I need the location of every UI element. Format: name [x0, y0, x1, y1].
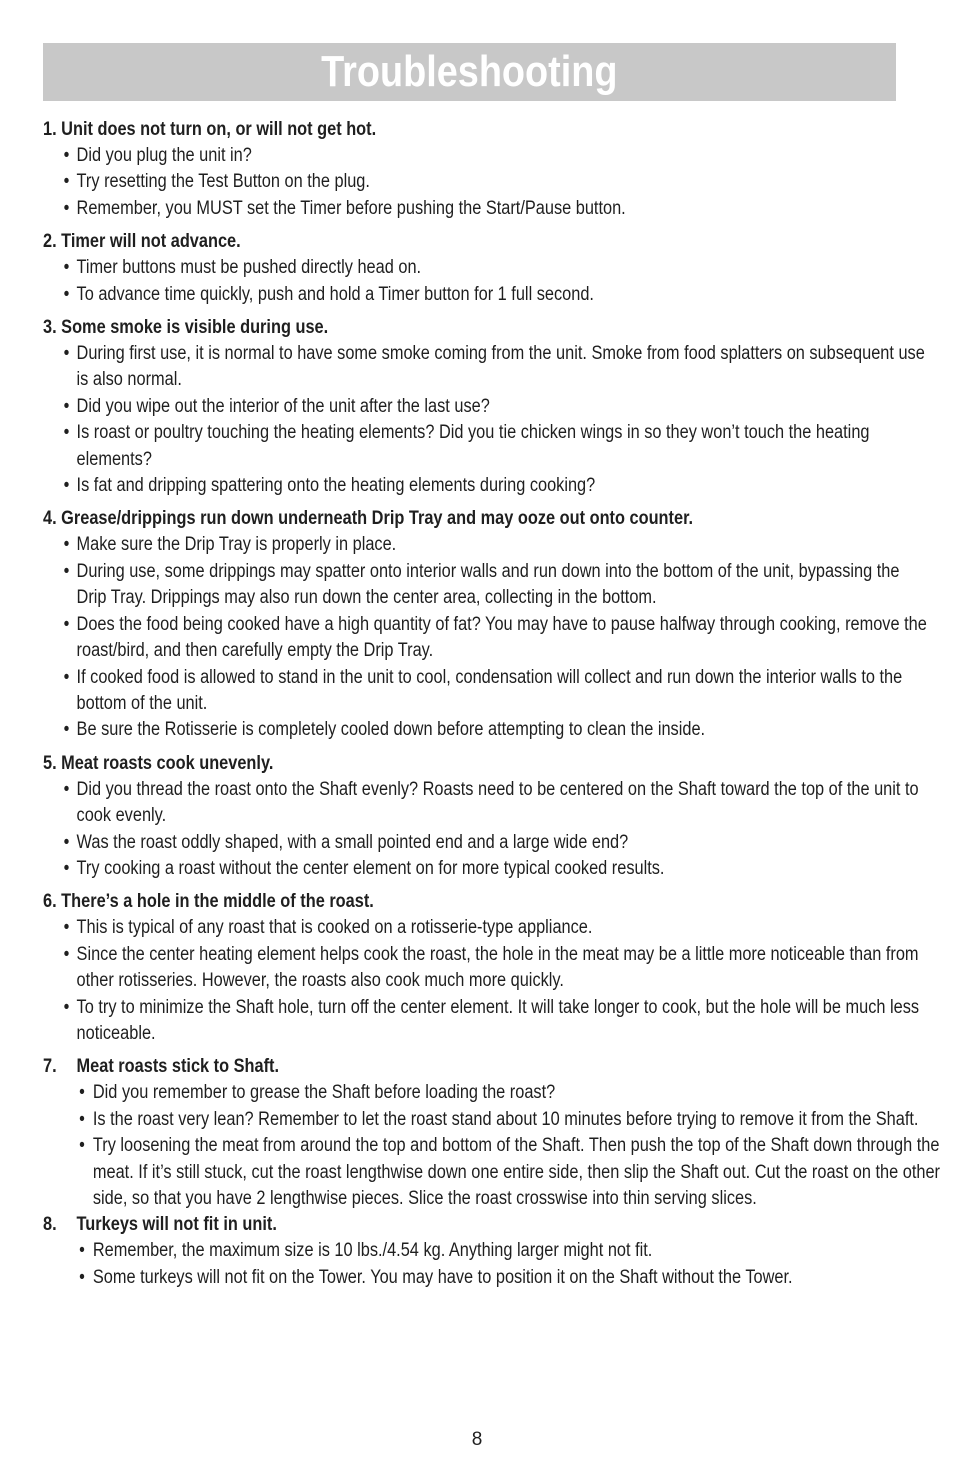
bullet-icon: •: [63, 666, 70, 688]
section-5: [43, 751, 919, 883]
list-item: • To advance time quickly, push and hold a Timer button for 1 full second.: [43, 282, 930, 308]
section-heading: [43, 229, 897, 255]
list-item: • Is fat and dripping spattering onto the heating elements during cooking?: [43, 473, 930, 499]
section-number: 6.: [43, 891, 57, 913]
section-title: Unit does not turn on, or will not get hot.: [61, 119, 377, 140]
list-item: • Does the food being cooked have a high quantity of fat? You may have to pause halfway through cooking, remove the roast/bird, and then carefully empty the Drip Tray.: [63, 613, 927, 662]
list-item: • Try resetting the Test Button on the plug.: [43, 169, 930, 195]
bullet-icon: •: [79, 1240, 85, 1262]
list-item: • Be sure the Rotisserie is completely cooled down before attempting to clean the inside.: [43, 717, 930, 743]
section-title: Grease/drippings run down underneath Drip Tray and may ooze out onto counter.: [61, 508, 694, 530]
bullet-icon: •: [63, 395, 70, 417]
section-6: [43, 889, 920, 1047]
section-title: Timer will not advance.: [61, 231, 241, 253]
list-item: • During use, some drippings may spatter onto interior walls and run down into the bottom of the unit, bypassing the Drip Tray. Drippings may also run down the center area, collecting in the bottom.: [63, 560, 900, 609]
bullet-icon: •: [79, 1082, 85, 1104]
section-number: 8.: [43, 1214, 57, 1236]
list-item: • Some turkeys will not fit on the Tower. You may have to position it on the Shaft without the Tower.: [43, 1265, 947, 1291]
list-item: • Timer buttons must be pushed directly head on.: [43, 255, 930, 281]
section-number: 3.: [43, 317, 57, 339]
section-number: 4.: [43, 508, 57, 530]
section-4: [43, 506, 927, 743]
section-number: 7.: [43, 1056, 57, 1078]
section-number: 1.: [43, 119, 57, 140]
bullet-icon: •: [79, 1135, 85, 1157]
bullet-icon: •: [63, 917, 70, 939]
section-heading: [43, 1054, 897, 1080]
section-title: Meat roasts stick to Shaft.: [76, 1056, 280, 1078]
bullet-icon: •: [63, 197, 70, 219]
section-title: Turkeys will not fit in unit.: [76, 1214, 277, 1236]
list-item: • Is the roast very lean? Remember to let the roast stand about 10 minutes before trying to remove it from the Shaft.: [43, 1107, 947, 1133]
section-3: [43, 315, 925, 499]
section-title: Some smoke is visible during use.: [61, 317, 329, 339]
section-heading: [43, 1212, 897, 1238]
bullet-icon: •: [63, 343, 70, 365]
section-7: [43, 1054, 941, 1212]
list-item: • Try loosening the meat from around the top and bottom of the Shaft. Then push the top of the Shaft down through the meat. If it’s still stuck, cut the roast lengthwise down one entire side, then slip the Shaft out. Cut the roast on the other side, so that you have 2 lengthwise pieces. Slice the roast crosswise into thin serving slices.: [79, 1135, 941, 1209]
section-title: Meat roasts cook unevenly.: [61, 752, 274, 774]
bullet-icon: •: [63, 996, 70, 1018]
section-2: [43, 229, 899, 308]
list-item: • Since the center heating element helps cook the roast, the hole in the meat may be a little more noticeable than from other rotisseries. However, the roasts also cook much more quickly.: [63, 943, 919, 992]
list-item: • Did you remember to grease the Shaft before loading the roast?: [43, 1080, 947, 1106]
page-number: 8: [471, 1429, 483, 1450]
section-8: [43, 1212, 899, 1291]
section-number: 2.: [43, 231, 57, 253]
list-item: • Was the roast oddly shaped, with a small pointed end and a large wide end?: [43, 830, 930, 856]
section-title: There’s a hole in the middle of the roast.: [61, 891, 374, 913]
list-item: • If cooked food is allowed to stand in the unit to cool, condensation will collect and run down the interior walls to the bottom of the unit.: [63, 666, 903, 714]
bullet-icon: •: [63, 719, 70, 741]
bullet-icon: •: [63, 171, 70, 193]
bullet-icon: •: [63, 422, 70, 444]
list-item: • Did you thread the roast onto the Shaft evenly? Roasts need to be centered on the Shaft toward the top of the unit to cook evenly.: [63, 778, 919, 827]
list-item: • This is typical of any roast that is cooked on a rotisserie-type appliance.: [43, 915, 930, 941]
section-heading: [43, 751, 897, 777]
list-item: • Remember, the maximum size is 10 lbs./4.54 kg. Anything larger might not fit.: [43, 1238, 947, 1264]
section-heading: [43, 117, 897, 143]
list-item: • Did you wipe out the interior of the unit after the last use?: [43, 394, 930, 420]
list-item: • Try cooking a roast without the center element on for more typical cooked results.: [43, 856, 930, 882]
bullet-icon: •: [63, 560, 70, 582]
list-item: • Did you plug the unit in?: [43, 143, 930, 169]
section-1: [43, 117, 899, 222]
bullet-icon: •: [63, 257, 70, 279]
list-item: • Make sure the Drip Tray is properly in place.: [43, 532, 930, 558]
title-banner: [43, 43, 896, 101]
bullet-icon: •: [63, 831, 70, 853]
list-item: • Remember, you MUST set the Timer before pushing the Start/Pause button.: [43, 196, 930, 222]
bullet-icon: •: [63, 613, 70, 635]
bullet-icon: •: [79, 1266, 85, 1288]
section-heading: [43, 889, 897, 915]
bullet-icon: •: [63, 857, 70, 879]
list-item: • Is roast or poultry touching the heating elements? Did you tie chicken wings in so they won’t touch the heating elements?: [63, 422, 870, 470]
bullet-icon: •: [63, 943, 70, 965]
list-item: • To try to minimize the Shaft hole, turn off the center element. It will take longer to cook, but the hole will be much less noticeable.: [63, 996, 920, 1044]
list-item: • During first use, it is normal to have some smoke coming from the unit. Smoke from food splatters on subsequent use is also normal.: [63, 343, 925, 391]
bullet-icon: •: [63, 145, 70, 166]
troubleshooting-list: [43, 117, 941, 1298]
bullet-icon: •: [63, 283, 70, 305]
page-title: Troubleshooting: [321, 47, 618, 96]
bullet-icon: •: [79, 1108, 85, 1130]
section-number: 5.: [43, 752, 57, 774]
section-heading: [43, 315, 897, 341]
bullet-icon: •: [63, 475, 70, 497]
bullet-icon: •: [63, 534, 70, 556]
bullet-icon: •: [63, 778, 70, 800]
section-heading: [43, 506, 897, 532]
